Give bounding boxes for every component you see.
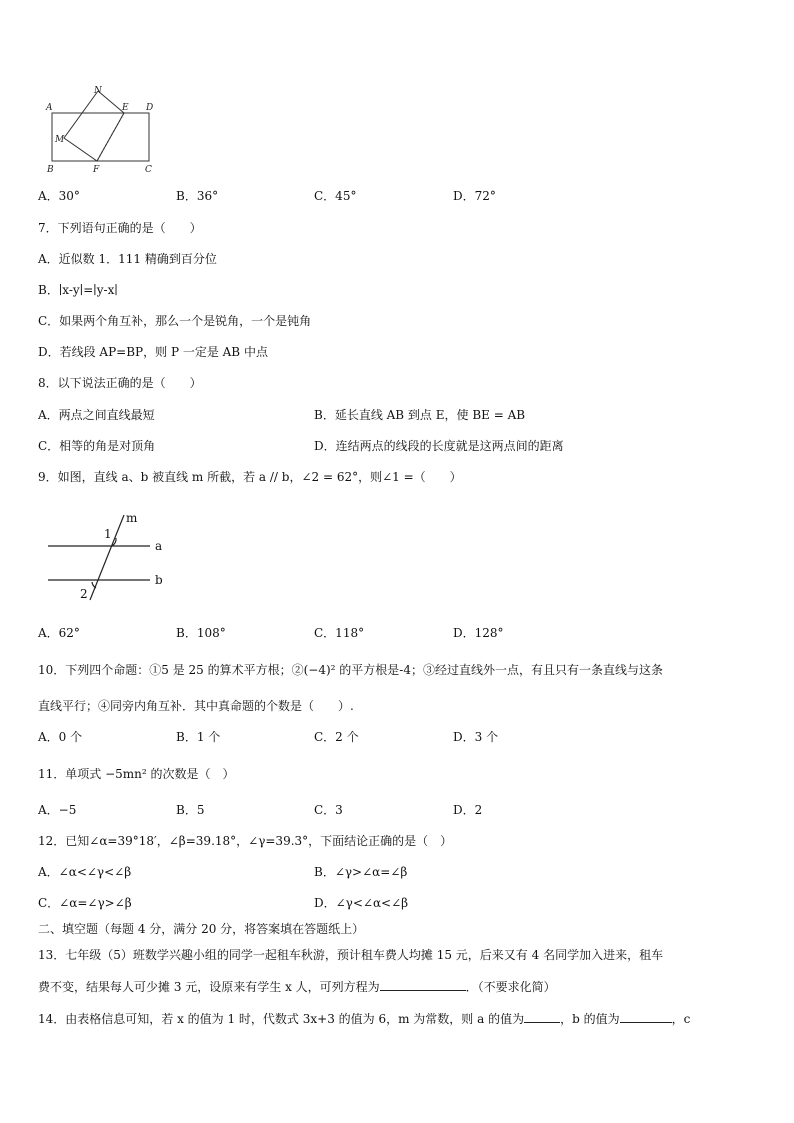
q12-option-d: D．∠γ<∠α<∠β <box>314 896 409 910</box>
q7-stem: 7．下列语句正确的是（ ） <box>38 221 202 235</box>
q10-option-d: D．3 个 <box>453 730 499 744</box>
q11-stem: 11．单项式 −5mn² 的次数是（ ） <box>38 767 235 781</box>
q13-line2 <box>38 978 556 995</box>
q9-option-c: C．118° <box>314 626 365 640</box>
q11-option-b: B．5 <box>176 803 205 817</box>
q10-stem-line1: 10．下列四个命题：①5 是 25 的算术平方根；②(−4)² 的平方根是-4；③经过直线外一点，有且只有一条直线与这条 <box>38 663 663 677</box>
label-angle-1: 1 <box>104 527 112 541</box>
label-m: M <box>55 135 65 145</box>
label-b: b <box>155 573 163 587</box>
folded-triangle <box>64 91 124 161</box>
q12-option-a: A．∠α<∠γ<∠β <box>38 865 132 879</box>
q8-option-b: B．延长直线 AB 到点 E，使 BE = AB <box>314 408 526 422</box>
label-a: a <box>155 539 163 553</box>
q12-stem: 12．已知∠α=39°18′，∠β=39.18°，∠γ=39.3°，下面结论正确的是（ ） <box>38 834 453 848</box>
q11-option-c: C．3 <box>314 803 343 817</box>
q14-answer-blank-a[interactable] <box>524 1010 560 1023</box>
label-b: B <box>47 165 54 175</box>
q8-option-c: C．相等的角是对顶角 <box>38 439 156 453</box>
q6-option-d: D．72° <box>453 189 496 203</box>
label-n: N <box>94 86 102 96</box>
label-e: E <box>122 103 129 113</box>
q11-option-a: A．−5 <box>38 803 77 817</box>
q8-option-d: D．连结两点的线段的长度就是这两点间的距离 <box>314 439 564 453</box>
section-heading-fill-blank: 二、填空题（每题 4 分，满分 20 分，将答案填在答题纸上） <box>38 922 365 936</box>
figure-rectangle-fold <box>44 84 164 176</box>
q8-option-a: A．两点之间直线最短 <box>38 408 155 422</box>
q12-option-c: C．∠α=∠γ>∠β <box>38 896 132 910</box>
q7-option-a: A．近似数 1．111 精确到百分位 <box>38 252 217 266</box>
q13-answer-blank[interactable] <box>380 978 466 991</box>
q10-option-b: B．1 个 <box>176 730 221 744</box>
q9-option-d: D．128° <box>453 626 504 640</box>
q10-stem-line2: 直线平行；④同旁内角互补．其中真命题的个数是（ ）. <box>38 699 354 713</box>
q6-option-a: A．30° <box>38 189 80 203</box>
q9-option-a: A．62° <box>38 626 80 640</box>
label-f: F <box>93 165 100 175</box>
q9-stem: 9．如图，直线 a、b 被直线 m 所截，若 a // b，∠2 = 62°，则∠1 =（ ） <box>38 470 462 484</box>
label-m: m <box>126 511 138 525</box>
q11-option-d: D．2 <box>453 803 483 817</box>
q13-text-before-blank: 费不变，结果每人可少摊 3 元，设原来有学生 x 人，可列方程为 <box>38 980 380 994</box>
q10-option-c: C．2 个 <box>314 730 359 744</box>
q14-answer-blank-b[interactable] <box>620 1010 672 1023</box>
q14-text-part3: ，c <box>671 1012 691 1026</box>
q7-option-b: B．∣x-y∣=∣y-x∣ <box>38 283 118 297</box>
q7-option-d: D．若线段 AP=BP，则 P 一定是 AB 中点 <box>38 345 268 359</box>
q9-option-b: B．108° <box>176 626 226 640</box>
q13-text-after-blank: ．（不要求化简） <box>465 980 556 994</box>
q8-stem: 8．以下说法正确的是（ ） <box>38 376 202 390</box>
q14-text-part2: ，b 的值为 <box>560 1012 620 1026</box>
label-c: C <box>145 165 152 175</box>
q12-option-b: B．∠γ>∠α=∠β <box>314 865 408 879</box>
q13-line1: 13．七年级（5）班数学兴趣小组的同学一起租车秋游，预计租车费人均摊 15 元，后来又有 4 名同学加入进来，租车 <box>38 948 664 962</box>
label-d: D <box>146 103 154 113</box>
q14-text-part1: 14．由表格信息可知，若 x 的值为 1 时，代数式 3x+3 的值为 6，m 为常数，则 a 的值为 <box>38 1012 525 1026</box>
q10-option-a: A．0 个 <box>38 730 83 744</box>
label-angle-2: 2 <box>80 587 88 601</box>
figure-parallel-lines <box>44 510 174 604</box>
q7-option-c: C．如果两个角互补，那么一个是锐角，一个是钝角 <box>38 314 312 328</box>
q6-option-c: C．45° <box>314 189 357 203</box>
label-a: A <box>46 103 53 113</box>
q14-line1 <box>38 1010 690 1027</box>
q6-option-b: B．36° <box>176 189 219 203</box>
